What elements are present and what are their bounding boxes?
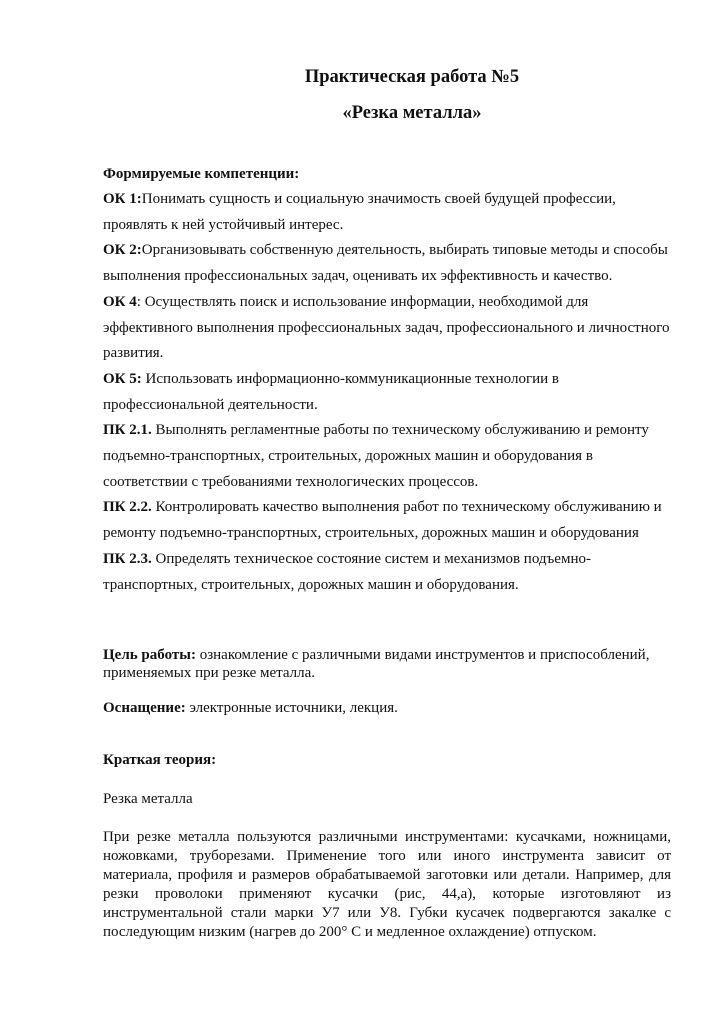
competency-item bbox=[103, 238, 671, 289]
competency-item bbox=[103, 367, 671, 418]
competency-text: Использовать информационно-коммуникационные технологии в профессиональной деятельности. bbox=[103, 370, 559, 413]
equipment-label: Оснащение: bbox=[103, 700, 186, 717]
competencies-list bbox=[103, 187, 671, 598]
theory-heading: Краткая теория: bbox=[103, 752, 217, 769]
competency-text: Выполнять регламентные работы по техническому обслуживанию и ремонту подъемно-транспортных, строительных, дорожных машин и оборудования в соответствии с требованиями технологических процессов. bbox=[103, 422, 649, 490]
competency-text: : Осуществлять поиск и использование информации, необходимой для эффективного выполнения профессиональных задач, профессионального и личностного развития. bbox=[103, 293, 670, 362]
competencies-section bbox=[103, 164, 671, 598]
competency-code: ОК 4 bbox=[103, 293, 137, 310]
competency-text: Определять техническое состояние систем и механизмов подъемно-транспортных, строительных, дорожных машин и оборудования. bbox=[103, 550, 591, 593]
equipment-paragraph bbox=[103, 699, 671, 717]
theory-paragraph: При резке металла пользуются различными инструментами: кусачками, ножницами, ножовками, труборезами. Применение того или иного инструмента зависит от материала, профиля и размеров обрабатываемой заготовки или детали. Например, для резки проволоки применяют кусачки (рис, 44,а), которые изготовляют из инструментальной стали марки У7 или У8. Губки кусачек подвергаются закалке с последующим низким (нагрев до 200° С и медленное охлаждение) отпуском. bbox=[103, 829, 671, 941]
goal-paragraph bbox=[103, 646, 671, 682]
competency-code: ОК 2: bbox=[103, 242, 142, 259]
document-subtitle: «Резка металла» bbox=[342, 103, 482, 123]
competency-item bbox=[103, 187, 671, 238]
goal-label: Цель работы: bbox=[103, 647, 196, 664]
competency-text: Организовывать собственную деятельность, выбирать типовые методы и способы выполнения профессиональных задач, оценивать их эффективность и качество. bbox=[103, 242, 668, 285]
competency-code: ПК 2.3. bbox=[103, 550, 152, 567]
competency-code: ПК 2.2. bbox=[103, 499, 152, 516]
competency-text: Понимать сущность и социальную значимость своей будущей профессии, проявлять к ней устойчивый интерес. bbox=[103, 191, 616, 233]
competency-item bbox=[103, 290, 671, 367]
competencies-heading: Формируемые компетенции: bbox=[103, 166, 300, 182]
competency-code: ОК 5: bbox=[103, 370, 142, 387]
competency-code: ОК 1: bbox=[103, 191, 142, 207]
competency-text: Контролировать качество выполнения работ по техническому обслуживанию и ремонту подъемно-транспортных, строительных, дорожных машин и оборудования bbox=[103, 499, 662, 542]
equipment-text: электронные источники, лекция. bbox=[185, 700, 398, 717]
competency-item bbox=[103, 418, 671, 495]
goal-text: ознакомление с различными видами инструментов и приспособлений, применяемых при резке металла. bbox=[103, 647, 650, 682]
theory-subtitle: Резка металла bbox=[103, 791, 193, 808]
competency-item bbox=[103, 495, 671, 546]
competency-code: ПК 2.1. bbox=[103, 422, 152, 439]
document-title: Практическая работа №5 bbox=[304, 67, 520, 87]
competency-item bbox=[103, 547, 671, 598]
